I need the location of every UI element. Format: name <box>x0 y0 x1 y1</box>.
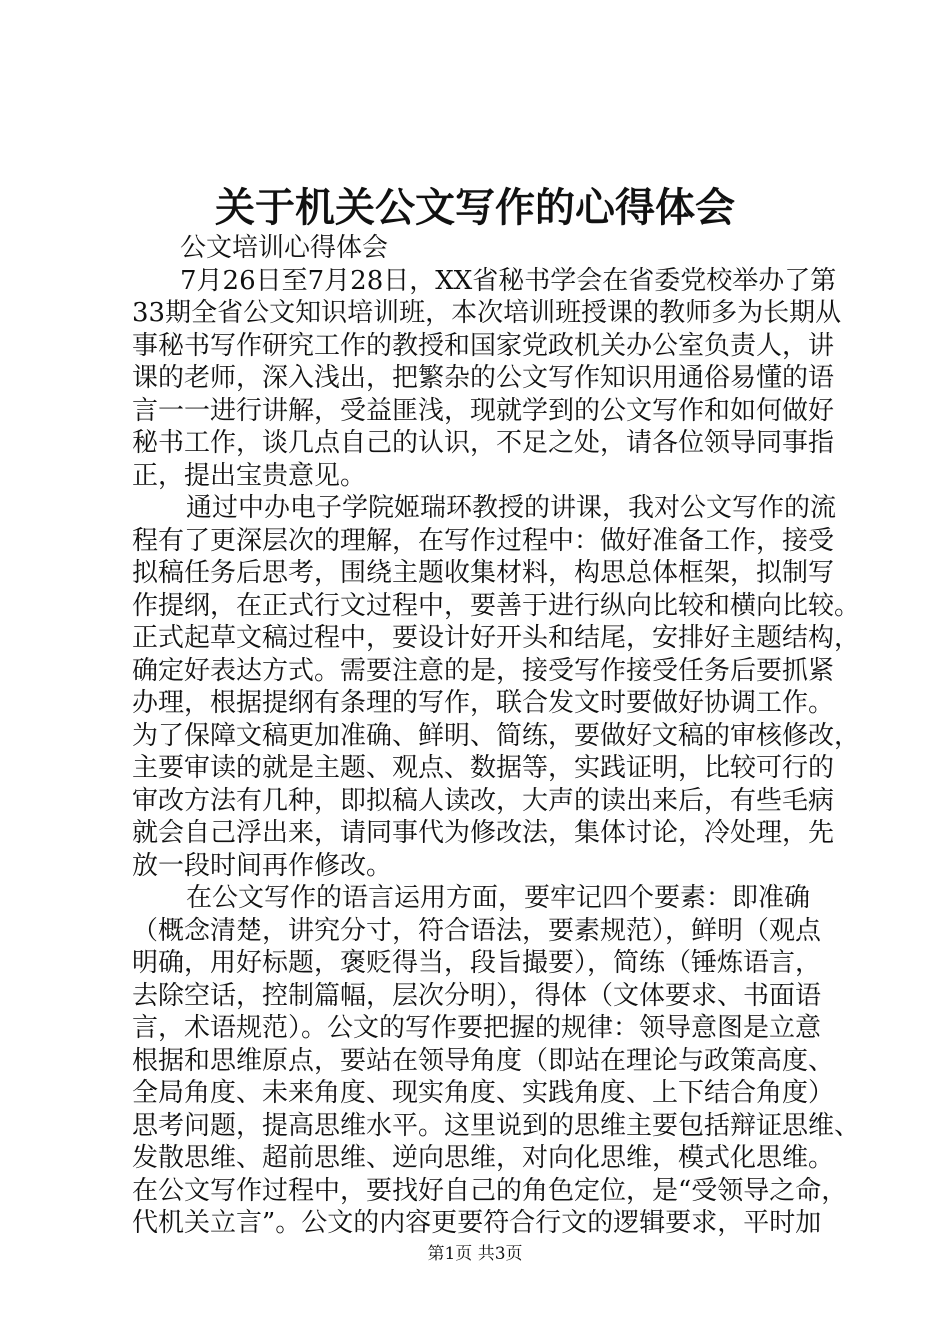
body-line: 代机关立言”。公文的内容更要符合行文的逻辑要求，平时加 <box>132 1208 822 1238</box>
page-footer: 第1页 共3页 <box>427 1244 523 1264</box>
body-line: 审改方法有几种，即拟稿人读改，大声的读出来后，有些毛病 <box>132 785 835 816</box>
document-body <box>132 232 861 1240</box>
body-line: 确定好表达方式。需要注意的是，接受写作接受任务后要抓紧 <box>132 655 835 686</box>
body-line: 33期全省公文知识培训班，本次培训班授课的教师多为长期从 <box>132 298 842 328</box>
body-line: 通过中办电子学院姬瑞环教授的讲课，我对公文写作的流 <box>186 493 837 523</box>
body-line: （概念清楚，讲究分寸，符合语法，要素规范），鲜明（观点 <box>132 915 822 946</box>
body-line: 拟稿任务后思考，围绕主题收集材料，构思总体框架，拟制写 <box>132 558 835 588</box>
body-line: 为了保障文稿更加准确、鲜明、简练，要做好文稿的审核修改， <box>132 720 861 751</box>
body-line: 在公文写作过程中，要找好自己的角色定位，是“受领导之命， <box>132 1175 848 1206</box>
body-line: 主要审读的就是主题、观点、数据等，实践证明，比较可行的 <box>132 753 835 783</box>
body-line: 办理，根据提纲有条理的写作，联合发文时要做好协调工作。 <box>132 688 835 718</box>
body-line: 言一一进行讲解，受益匪浅，现就学到的公文写作和如何做好 <box>132 395 835 426</box>
body-line: 就会自己浮出来，请同事代为修改法，集体讨论，冷处理，先 <box>132 818 835 848</box>
body-line: 思考问题，提高思维水平。这里说到的思维主要包括辩证思维、 <box>132 1110 861 1141</box>
body-line: 事秘书写作研究工作的教授和国家党政机关办公室负责人，讲 <box>132 330 835 361</box>
body-line: 去除空话，控制篇幅，层次分明），得体（文体要求、书面语 <box>132 980 822 1011</box>
body-line: 根据和思维原点，要站在领导角度（即站在理论与政策高度、 <box>132 1045 835 1076</box>
body-line: 程有了更深层次的理解，在写作过程中：做好准备工作，接受 <box>132 525 835 556</box>
body-line: 全局角度、未来角度、现实角度、实践角度、上下结合角度） <box>132 1078 835 1108</box>
document-title: 关于机关公文写作的心得体会 <box>215 184 735 231</box>
document-subtitle: 公文培训心得体会 <box>180 233 389 263</box>
body-line: 明确，用好标题，褒贬得当，段旨撮要），简练（锤炼语言， <box>132 948 822 978</box>
body-line: 作提纲，在正式行文过程中，要善于进行纵向比较和横向比较。 <box>132 590 861 621</box>
body-line: 在公文写作的语言运用方面，要牢记四个要素：即准确 <box>186 883 811 913</box>
body-line: 秘书工作，谈几点自己的认识，不足之处，请各位领导同事指 <box>132 428 835 458</box>
body-line: 发散思维、超前思维、逆向思维，对向化思维，模式化思维。 <box>132 1143 835 1173</box>
body-line: 正，提出宝贵意见。 <box>132 460 367 491</box>
body-line: 正式起草文稿过程中，要设计好开头和结尾，安排好主题结构， <box>132 623 861 653</box>
body-line: 放一段时间再作修改。 <box>132 850 393 881</box>
body-line: 7月26日至7月28日，XX省秘书学会在省委党校举办了第 <box>180 265 837 296</box>
body-line: 课的老师，深入浅出，把繁杂的公文写作知识用通俗易懂的语 <box>132 363 835 393</box>
body-line: 言，术语规范）。公文的写作要把握的规律：领导意图是立意 <box>132 1013 822 1043</box>
